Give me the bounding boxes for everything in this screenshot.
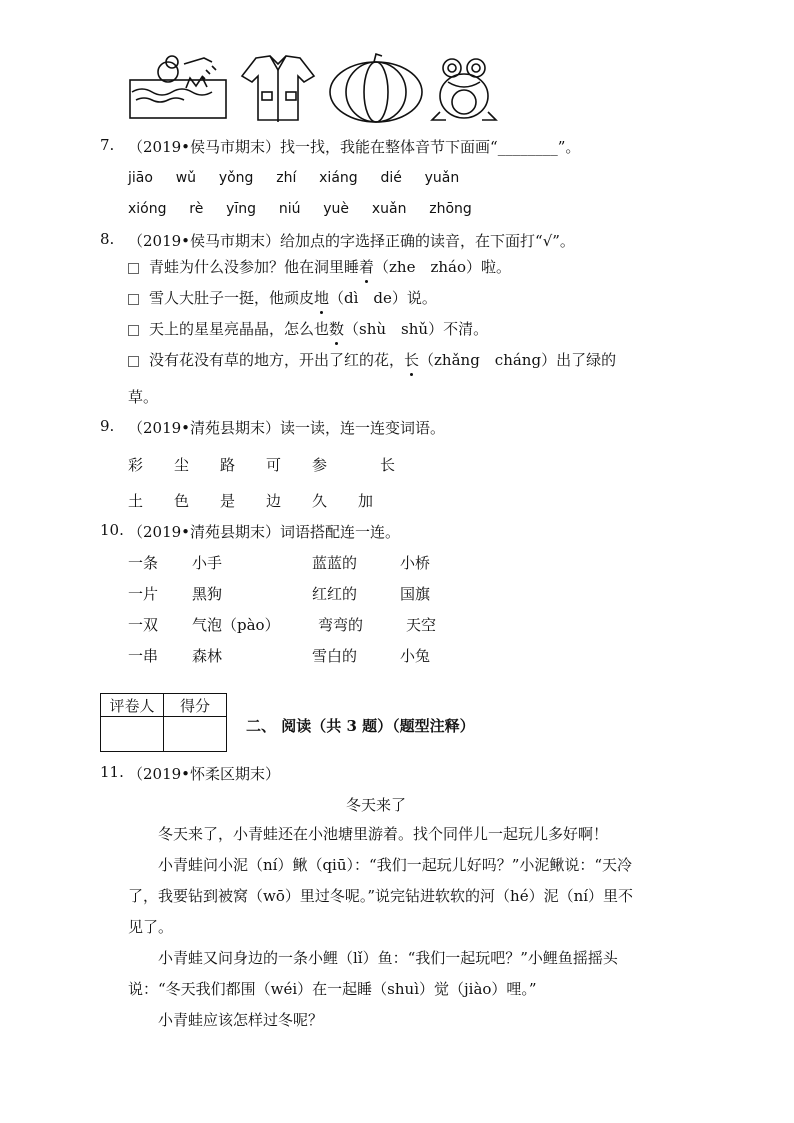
char-item[interactable]: 路 xyxy=(220,456,236,474)
pumpkin-picture xyxy=(330,54,422,122)
char-row-1 xyxy=(128,454,426,475)
dotted-char: 数 xyxy=(329,320,345,338)
checkbox[interactable] xyxy=(128,294,139,305)
char-item[interactable]: 是 xyxy=(220,492,236,510)
pinyin-syllable: rè xyxy=(189,201,204,217)
char-item[interactable]: 加 xyxy=(358,492,374,510)
noun-word[interactable]: 森林 xyxy=(192,647,223,665)
pinyin-syllable: xuǎn xyxy=(371,201,407,217)
passage-paragraph-3: 小青蛙又问身边的一条小鲤（lǐ）鱼：“我们一起玩吧？”小鲤鱼摇摇头说：“冬天我们都围（wéi）在一起睡（shuì）觉（jiào）哩。” xyxy=(128,949,618,998)
passage-paragraph-4: 小青蛙应该怎样过冬呢？ xyxy=(158,1011,324,1029)
char-item[interactable]: 土 xyxy=(128,492,144,510)
pinyin-row-2 xyxy=(128,199,490,217)
measure-word[interactable]: 一条 xyxy=(128,554,159,572)
measure-word[interactable]: 一串 xyxy=(128,647,159,665)
score-header: 得分 xyxy=(164,694,227,717)
char-item[interactable]: 色 xyxy=(174,492,190,510)
question-10-prompt: （2019•清苑县期末）词语搭配连一连。 xyxy=(128,523,401,541)
measure-word[interactable]: 一双 xyxy=(128,616,159,634)
question-8-sentence-4: 没有花没有草的地方，开出了红的花，长（zhǎng cháng）出了绿的 xyxy=(128,349,616,370)
char-item[interactable]: 彩 xyxy=(128,456,144,474)
section-heading: 二、 阅读（共 3 题）（题型注释） xyxy=(246,717,475,735)
question-11-number: 11. xyxy=(100,763,124,781)
question-8-prompt: （2019•侯马市期末）给加点的字选择正确的读音，在下面打“√”。 xyxy=(128,232,575,250)
char-item[interactable]: 参 xyxy=(312,456,328,474)
pinyin-syllable: wǔ xyxy=(175,170,197,186)
noun-word[interactable]: 黑狗 xyxy=(192,585,223,603)
question-8-sentence-3: 天上的星星亮晶晶，怎么也数（shù shǔ）不清。 xyxy=(128,318,488,339)
score-cell[interactable] xyxy=(164,717,227,752)
question-9-prompt: （2019•清苑县期末）读一读，连一连变词语。 xyxy=(128,419,446,437)
pinyin-syllable: yīng xyxy=(226,201,257,217)
checkbox[interactable] xyxy=(128,325,139,336)
pinyin-syllable: jiāo xyxy=(128,170,153,186)
passage-title: 冬天来了 xyxy=(346,796,407,814)
question-7-number: 7. xyxy=(100,136,115,154)
picture-strip xyxy=(126,52,510,124)
dotted-char: 长 xyxy=(404,351,420,369)
noun-word[interactable]: 国旗 xyxy=(400,585,431,603)
pinyin-syllable: yǒng xyxy=(218,170,254,186)
question-8-sentence-2: 雪人大肚子一挺，他顽皮地（dì de）说。 xyxy=(128,287,437,308)
dotted-char: 地 xyxy=(314,289,330,307)
adjective-word[interactable]: 雪白的 xyxy=(312,647,358,665)
noun-word[interactable]: 气泡（pào） xyxy=(192,616,280,634)
measure-word[interactable]: 一片 xyxy=(128,585,159,603)
score-table xyxy=(100,693,227,752)
question-8-number: 8. xyxy=(100,230,115,248)
snowman-picture xyxy=(130,56,226,118)
char-item[interactable]: 边 xyxy=(266,492,282,510)
shirt-picture xyxy=(242,56,314,122)
noun-word[interactable]: 天空 xyxy=(406,616,437,634)
pinyin-syllable: dié xyxy=(380,170,402,186)
adjective-word[interactable]: 蓝蓝的 xyxy=(312,554,358,572)
passage-paragraph-1: 冬天来了，小青蛙还在小池塘里游着。找个同伴儿一起玩儿多好啊！ xyxy=(158,825,609,843)
checkbox[interactable] xyxy=(128,263,139,274)
char-row-2 xyxy=(128,490,404,511)
question-8-sentence-1: 青蛙为什么没参加？他在洞里睡着（zhe zháo）啦。 xyxy=(128,256,511,277)
char-item[interactable]: 可 xyxy=(266,456,282,474)
reviewer-header: 评卷人 xyxy=(101,694,164,717)
pinyin-syllable: zhí xyxy=(276,170,297,186)
noun-word[interactable]: 小兔 xyxy=(400,647,431,665)
noun-word[interactable]: 小桥 xyxy=(400,554,431,572)
pinyin-row-1 xyxy=(128,168,477,186)
pinyin-syllable: niú xyxy=(278,201,301,217)
question-11-prompt: （2019•怀柔区期末） xyxy=(128,765,281,783)
frog-picture xyxy=(432,59,496,120)
passage-paragraph-2: 小青蛙问小泥（ní）鳅（qiū）：“我们一起玩儿好吗？”小泥鳅说：“天冷了，我要钻到被窝（wō）里过冬呢。”说完钻进软软的河（hé）泥（ní）里不见了。 xyxy=(128,856,634,936)
question-8-sentence-4-continued: 草。 xyxy=(128,388,159,406)
adjective-word[interactable]: 红红的 xyxy=(312,585,358,603)
reviewer-cell[interactable] xyxy=(101,717,164,752)
adjective-word[interactable]: 弯弯的 xyxy=(318,616,364,634)
question-9-number: 9. xyxy=(100,417,115,435)
pinyin-syllable: yuè xyxy=(323,201,350,217)
pinyin-syllable: yuǎn xyxy=(424,170,460,186)
char-item[interactable]: 久 xyxy=(312,492,328,510)
question-7-prompt: （2019•侯马市期末）找一找，我能在整体音节下面画“________”。 xyxy=(128,138,581,156)
checkbox[interactable] xyxy=(128,356,139,367)
question-10-number: 10. xyxy=(100,521,124,539)
pinyin-syllable: zhōng xyxy=(429,201,472,217)
pinyin-syllable: xióng xyxy=(128,201,167,217)
noun-word[interactable]: 小手 xyxy=(192,554,223,572)
char-item[interactable]: 尘 xyxy=(174,456,190,474)
char-item[interactable]: 长 xyxy=(380,456,396,474)
dotted-char: 着 xyxy=(359,258,375,276)
pinyin-syllable: xiáng xyxy=(319,170,358,186)
